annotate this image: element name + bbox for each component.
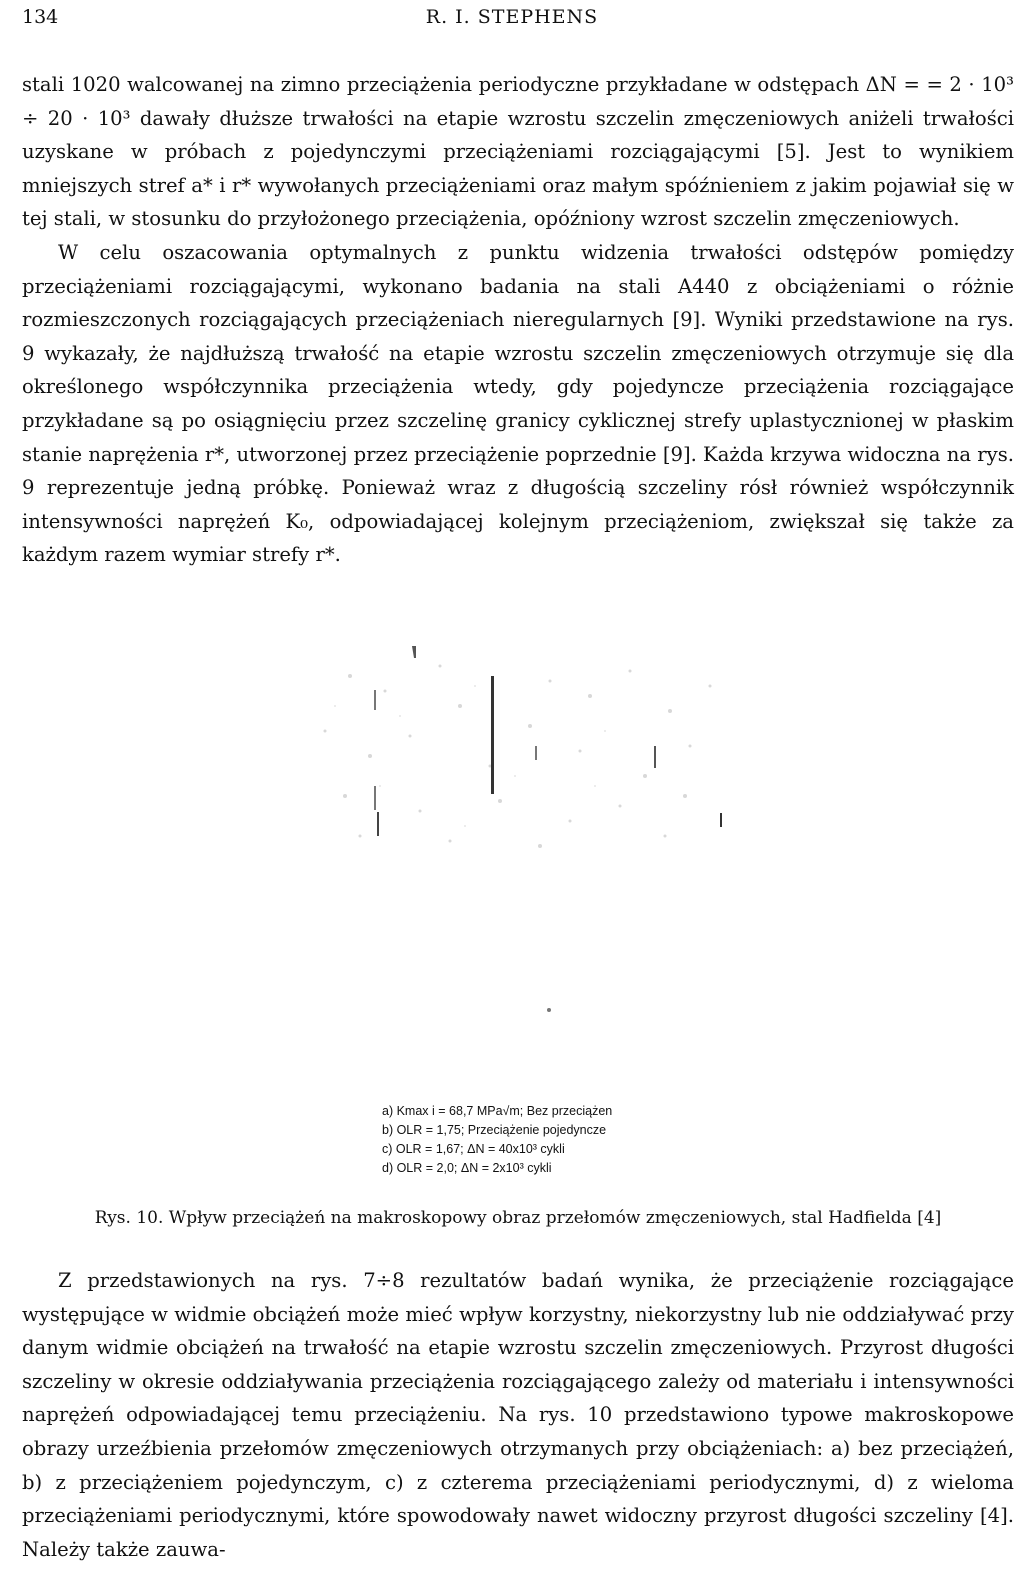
paragraph-2: W celu oszacowania optymalnych z punktu widzenia trwałości odstępów pomiędzy przeciążeniami rozciągającymi, wykonano badania na stali A440 z obciążeniami o różnie rozmieszczonych rozciągających przeciążeniach nieregularnych [9]. Wyniki przedstawione na rys. 9 wykazały, że najdłuższą trwałość na etapie wzrostu szczelin zmęczeniowych otrzymuje się dla określonego współczynnika przeciążenia wtedy, gdy pojedyncze przeciążenia rozciągające przykładane są po osiągnięciu przez szczelinę granicy cyklicznej strefy uplastycznionej w płaskim stanie naprężenia r*, utworzonej przez przeciążenie poprzednie [9]. Każda krzywa widoczna na rys. 9 reprezentuje jedną próbkę. Ponieważ wraz z długością szczeliny rósł również współczynnik intensywności naprężeń K₀, odpowiadającej kolejnym przeciążeniom, zwiększał się także za każdym razem wymiar strefy r*.	[22, 240, 1014, 567]
paragraph-1: stali 1020 walcowanej na zimno przeciążenia periodyczne przykładane w odstępach ΔN = = 2 · 10³ ÷ 20 · 10³ dawały dłuższe trwałości na etapie wzrostu szczelin zmęczeniowych aniżeli trwałości uzyskane w próbach z pojedynczymi przeciążeniami rozciągającymi [5]. Jest to wynikiem mniejszych stref a* i r* wywołanych przeciążeniami oraz małym spóźnieniem z jakim pojawiał się w tej stali, w stosunku do przyłożonego przeciążenia, opóźniony wzrost szczelin zmęczeniowych.	[22, 73, 1014, 231]
fracture-photo-figure	[290, 636, 740, 1046]
legend-item-c: c) OLR = 1,67; ΔN = 40x10³ cykli	[382, 1142, 565, 1156]
legend-item-d: d) OLR = 2,0; ΔN = 2x10³ cykli	[382, 1161, 552, 1175]
figure-legend	[382, 1102, 742, 1178]
legend-item-a: a) Kmax i = 68,7 MPa√m; Bez przeciążen	[382, 1104, 613, 1118]
figure-caption: Rys. 10. Wpływ przeciążeń na makroskopowy obraz przełomów zmęczeniowych, stal Hadfielda [4]	[94, 1208, 942, 1228]
text-block-top	[22, 68, 1014, 572]
paragraph-3: Z przedstawionych na rys. 7÷8 rezultatów badań wynika, że przeciążenie rozciągające występujące w widmie obciążeń może mieć wpływ korzystny, niekorzystny lub nie oddziaływać przy danym widmie obciążeń na trwałość na etapie wzrostu szczelin zmęczeniowych. Przyrost długości szczeliny w okresie oddziaływania przeciążenia rozciągającego zależy od materiału i intensywności naprężeń odpowiadającej temu przeciążeniu. Na rys. 10 przedstawiono typowe makroskopowe obrazy urzeźbienia przełomów zmęczeniowych otrzymanych przy obciążeniach: a) bez przeciążeń, b) z przeciążeniem pojedynczym, c) z czterema przeciążeniami periodycznymi, d) z wieloma przeciążeniami periodycznymi, które spowodowały nawet widoczny przyrost długości szczeliny [4]. Należy także zauwa-	[22, 1269, 1014, 1561]
running-head: R. I. STEPHENS	[425, 6, 599, 28]
legend-item-b: b) OLR = 1,75; Przeciążenie pojedyncze	[382, 1123, 607, 1137]
fracture-photo	[290, 636, 740, 1046]
page-header	[22, 6, 1002, 32]
page-number: 134	[22, 6, 59, 28]
text-block-bottom	[22, 1264, 1014, 1566]
